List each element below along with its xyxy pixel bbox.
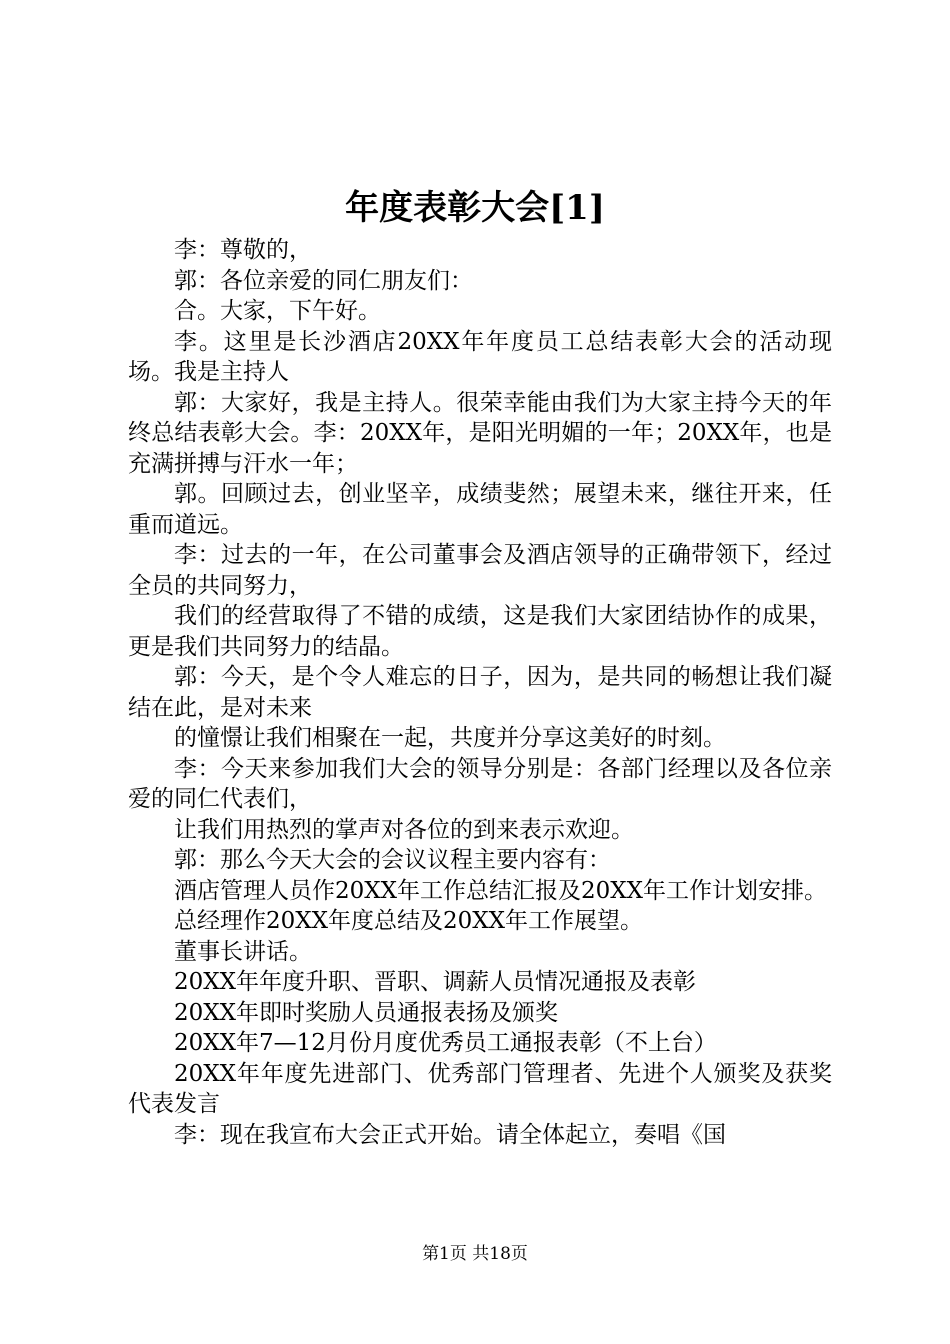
paragraph: 20XX年年度升职、晋职、调薪人员情况通报及表彰: [174, 969, 697, 995]
paragraph: 李：尊敬的，: [174, 237, 312, 263]
paragraph: 李：现在我宣布大会正式开始。请全体起立，奏唱《国: [174, 1121, 726, 1148]
document-body: [128, 235, 832, 1150]
paragraph: 郭：那么今天大会的会议议程主要内容有：: [174, 847, 611, 873]
paragraph: 合。大家，下午好。: [174, 298, 381, 324]
paragraph: 李：过去的一年，在公司董事会及酒店领导的正确带领下，经过全员的共同努力，: [128, 542, 832, 599]
page-footer: 第1页 共18页: [422, 1244, 528, 1264]
paragraph: 李。这里是长沙酒店20XX年年度员工总结表彰大会的活动现场。我是主持人: [128, 328, 832, 385]
paragraph: 郭：今天，是个令人难忘的日子，因为，是共同的畅想让我们凝结在此，是对未来: [128, 664, 832, 721]
paragraph: 的憧憬让我们相聚在一起，共度并分享这美好的时刻。: [174, 725, 726, 751]
paragraph: 总经理作20XX年度总结及20XX年工作展望。: [174, 908, 644, 934]
paragraph: 郭：大家好，我是主持人。很荣幸能由我们为大家主持今天的年终总结表彰大会。李：20XX年，是阳光明媚的一年；20XX年，也是充满拼搏与汗水一年；: [128, 389, 832, 477]
paragraph: 酒店管理人员作20XX年工作总结汇报及20XX年工作计划安排。: [174, 877, 828, 904]
paragraph: 让我们用热烈的掌声对各位的到来表示欢迎。: [174, 816, 634, 843]
paragraph: 李：今天来参加我们大会的领导分别是：各部门经理以及各位亲爱的同仁代表们，: [128, 755, 832, 812]
paragraph: 20XX年年度先进部门、优秀部门管理者、先进个人颁奖及获奖代表发言: [128, 1060, 832, 1117]
paragraph: 郭：各位亲爱的同仁朋友们：: [174, 267, 473, 294]
paragraph: 20XX年即时奖励人员通报表扬及颁奖: [174, 999, 559, 1026]
paragraph: 20XX年7—12月份月度优秀员工通报表彰（不上台）: [174, 1030, 717, 1056]
paragraph: 董事长讲话。: [174, 938, 312, 965]
paragraph: 郭。回顾过去，创业坚辛，成绩斐然；展望未来，继往开来，任重而道远。: [128, 481, 832, 538]
paragraph: 我们的经营取得了不错的成绩，这是我们大家团结协作的成果，更是我们共同努力的结晶。: [128, 603, 832, 660]
document-title: 年度表彰大会[1]: [345, 188, 605, 228]
